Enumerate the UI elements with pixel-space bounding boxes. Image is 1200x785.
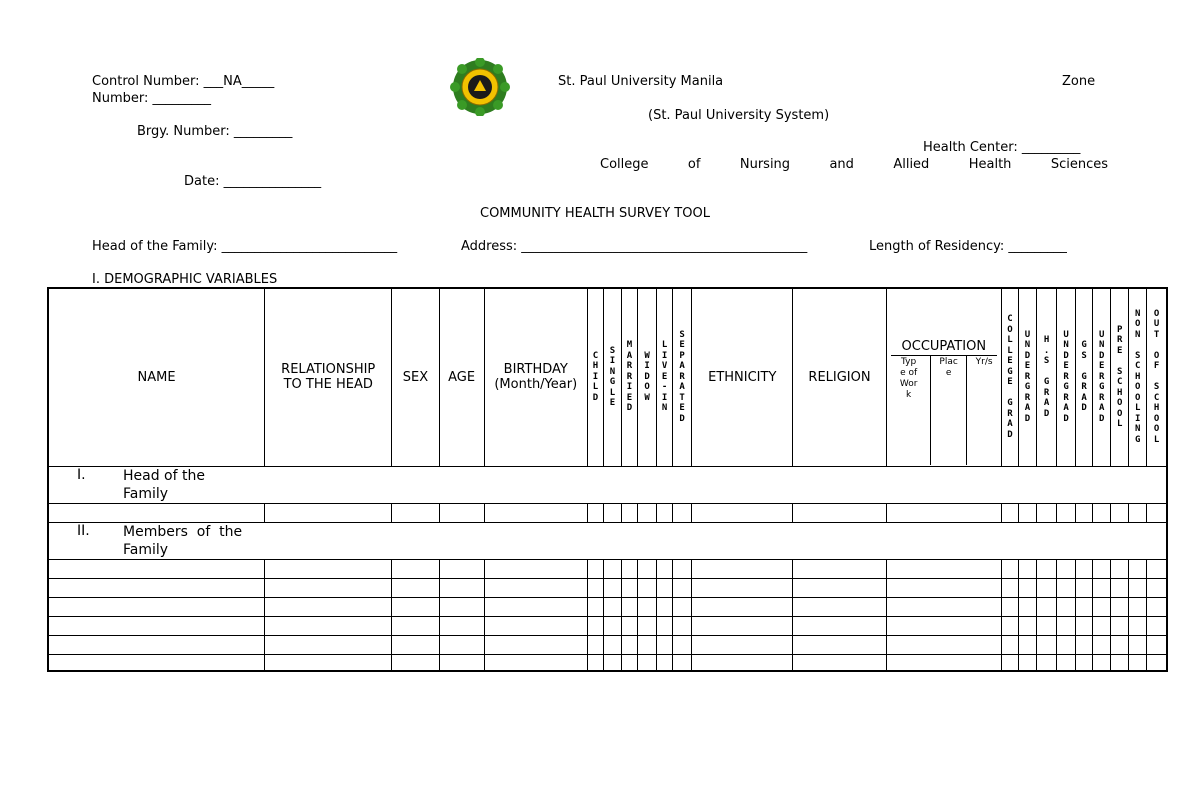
table-cell[interactable] <box>1111 616 1129 635</box>
occupation-title: OCCUPATION <box>901 339 987 354</box>
table-cell[interactable] <box>1093 635 1111 654</box>
table-cell[interactable] <box>793 616 886 635</box>
widow-label: W I D O W <box>644 350 650 403</box>
table-cell[interactable] <box>484 635 587 654</box>
table-cell[interactable] <box>621 616 637 635</box>
table-cell[interactable] <box>1037 616 1057 635</box>
table-cell[interactable] <box>392 559 439 578</box>
table-cell[interactable] <box>1018 578 1036 597</box>
col-header-religion: RELIGION <box>793 288 886 466</box>
table-cell[interactable] <box>886 578 1001 597</box>
table-cell[interactable] <box>484 559 587 578</box>
table-cell[interactable] <box>1129 597 1147 616</box>
table-cell[interactable] <box>793 559 886 578</box>
head-of-family-field: Head of the Family: ___________________________ <box>92 239 398 254</box>
table-cell[interactable] <box>484 597 587 616</box>
table-cell[interactable] <box>1001 578 1018 597</box>
table-cell[interactable] <box>657 616 673 635</box>
undergrad-label: U N D E R G R A D <box>1063 329 1069 424</box>
table-cell[interactable] <box>439 503 484 522</box>
table-cell[interactable] <box>1129 654 1147 671</box>
table-cell[interactable] <box>692 654 793 671</box>
table-cell[interactable] <box>439 597 484 616</box>
table-cell[interactable] <box>673 654 692 671</box>
table-row[interactable] <box>48 559 1167 578</box>
col-header-hs-grad <box>1037 288 1057 466</box>
table-cell[interactable] <box>48 616 265 635</box>
table-cell[interactable] <box>603 635 621 654</box>
table-cell[interactable] <box>1037 578 1057 597</box>
table-cell[interactable] <box>1018 616 1036 635</box>
length-of-residency-field: Length of Residency: _________ <box>869 239 1067 254</box>
table-cell[interactable] <box>1001 503 1018 522</box>
table-cell[interactable] <box>1093 559 1111 578</box>
table-cell[interactable] <box>673 616 692 635</box>
table-cell[interactable] <box>657 654 673 671</box>
table-cell[interactable] <box>1147 559 1167 578</box>
table-cell[interactable] <box>621 635 637 654</box>
header-row <box>48 288 1167 466</box>
table-cell[interactable] <box>621 503 637 522</box>
college-word: Nursing <box>739 157 791 172</box>
table-cell[interactable] <box>1129 559 1147 578</box>
col-header-occupation <box>886 288 1001 466</box>
table-cell[interactable] <box>692 503 793 522</box>
table-cell[interactable] <box>793 597 886 616</box>
table-cell[interactable] <box>48 654 265 671</box>
section-label-line-1: Members of the <box>123 523 243 540</box>
table-cell[interactable] <box>439 635 484 654</box>
col-header-widow <box>638 288 657 466</box>
out-of-school-label: O U T O F S C H O O L <box>1153 308 1160 445</box>
single-label: S I N G L E <box>609 345 616 408</box>
table-cell[interactable] <box>673 635 692 654</box>
table-cell[interactable] <box>692 597 793 616</box>
table-cell[interactable] <box>793 635 886 654</box>
table-cell[interactable] <box>886 559 1001 578</box>
table-cell[interactable] <box>1147 503 1167 522</box>
table-cell[interactable] <box>692 635 793 654</box>
table-cell[interactable] <box>1057 503 1076 522</box>
occupation-type-label: Typ e of Wor k <box>899 357 918 400</box>
separated-label: S E P A R A T E D <box>679 329 685 424</box>
university-name: St. Paul University Manila <box>558 74 724 89</box>
university-system: (St. Paul University System) <box>648 108 830 123</box>
table-cell[interactable] <box>603 616 621 635</box>
table-cell[interactable] <box>657 578 673 597</box>
table-cell[interactable] <box>48 635 265 654</box>
table-cell[interactable] <box>1057 559 1076 578</box>
table-cell[interactable] <box>638 597 657 616</box>
table-cell[interactable] <box>1037 654 1057 671</box>
table-cell[interactable] <box>1057 635 1076 654</box>
table-cell[interactable] <box>1076 635 1093 654</box>
table-cell[interactable] <box>1076 503 1093 522</box>
table-cell[interactable] <box>587 635 603 654</box>
table-cell[interactable] <box>265 578 392 597</box>
table-cell[interactable] <box>1076 654 1093 671</box>
college-grad-label: C O L L E G E G R A D <box>1007 314 1013 440</box>
table-cell[interactable] <box>439 578 484 597</box>
table-cell[interactable] <box>1018 597 1036 616</box>
table-cell[interactable] <box>484 616 587 635</box>
col-header-out-of-school <box>1147 288 1167 466</box>
section-label <box>123 467 205 503</box>
non-schooling-label: N O N S C H O O L I N G <box>1135 308 1141 445</box>
pre-school-label: P R E S C H O O L <box>1117 324 1123 429</box>
table-cell[interactable] <box>657 597 673 616</box>
section-title: I. DEMOGRAPHIC VARIABLES <box>92 272 278 287</box>
col-header-gs-grad <box>1076 288 1093 466</box>
college-word: of <box>687 157 701 172</box>
table-cell[interactable] <box>587 503 603 522</box>
date-field: Date: _______________ <box>184 174 322 189</box>
table-cell[interactable] <box>657 635 673 654</box>
occupation-divider <box>891 355 997 356</box>
section-head-of-family <box>48 466 1167 503</box>
table-cell[interactable] <box>638 616 657 635</box>
table-cell[interactable] <box>1076 559 1093 578</box>
table-cell[interactable] <box>1093 597 1111 616</box>
relationship-line-1: RELATIONSHIP <box>281 362 376 378</box>
section-row-members <box>48 522 1167 559</box>
table-cell[interactable] <box>657 559 673 578</box>
table-cell[interactable] <box>1129 635 1147 654</box>
section-row-head <box>48 466 1167 503</box>
table-cell[interactable] <box>265 635 392 654</box>
college-name <box>600 157 1108 172</box>
table-row[interactable] <box>48 654 1167 671</box>
birthday-line-1: BIRTHDAY <box>503 362 568 378</box>
table-cell[interactable] <box>1001 559 1018 578</box>
table-cell[interactable] <box>1037 597 1057 616</box>
table-cell[interactable] <box>793 503 886 522</box>
table-cell[interactable] <box>1057 616 1076 635</box>
table-cell[interactable] <box>1001 597 1018 616</box>
table-cell[interactable] <box>1111 635 1129 654</box>
survey-title: COMMUNITY HEALTH SURVEY TOOL <box>480 206 710 221</box>
number-field: Number: _________ <box>92 91 212 106</box>
table-cell[interactable] <box>886 597 1001 616</box>
table-cell[interactable] <box>48 578 265 597</box>
health-center: Health Center: _________ <box>923 140 1081 155</box>
table-cell[interactable] <box>1093 616 1111 635</box>
married-label: M A R R I E D <box>626 340 633 414</box>
section-number: I. <box>77 466 86 483</box>
table-cell[interactable] <box>1093 503 1111 522</box>
col-header-married <box>621 288 637 466</box>
occupation-col-divider <box>966 355 967 465</box>
table-cell[interactable] <box>439 559 484 578</box>
occupation-group <box>887 289 1001 465</box>
table-cell[interactable] <box>621 654 637 671</box>
table-cell[interactable] <box>886 654 1001 671</box>
col-header-undergrad-2 <box>1057 288 1076 466</box>
table-cell[interactable] <box>587 616 603 635</box>
table-cell[interactable] <box>621 559 637 578</box>
table-cell[interactable] <box>587 654 603 671</box>
table-cell[interactable] <box>1057 654 1076 671</box>
table-cell[interactable] <box>673 597 692 616</box>
table-cell[interactable] <box>886 635 1001 654</box>
table-cell[interactable] <box>1147 635 1167 654</box>
table-cell[interactable] <box>603 654 621 671</box>
table-cell[interactable] <box>638 578 657 597</box>
table-cell[interactable] <box>439 616 484 635</box>
col-header-birthday <box>484 288 587 466</box>
table-cell[interactable] <box>392 578 439 597</box>
table-cell[interactable] <box>793 654 886 671</box>
college-word: Sciences <box>1050 157 1108 172</box>
section-label <box>123 523 242 559</box>
table-cell[interactable] <box>265 559 392 578</box>
section-label-line-2: Family <box>123 541 169 558</box>
table-cell[interactable] <box>1147 578 1167 597</box>
section-label-line-1: Head of the <box>123 467 205 484</box>
table-cell[interactable] <box>392 635 439 654</box>
occupation-place-label: Plac e <box>939 357 958 378</box>
table-cell[interactable] <box>692 559 793 578</box>
table-cell[interactable] <box>392 654 439 671</box>
college-word: and <box>829 157 854 172</box>
table-cell[interactable] <box>484 503 587 522</box>
col-header-single <box>603 288 621 466</box>
section-number: II. <box>77 522 90 539</box>
col-header-non-schooling <box>1129 288 1147 466</box>
table-cell[interactable] <box>1147 654 1167 671</box>
occupation-years-label: Yr/s <box>975 357 993 367</box>
table-cell[interactable] <box>48 503 265 522</box>
table-cell[interactable] <box>603 597 621 616</box>
table-cell[interactable] <box>657 503 673 522</box>
college-word: College <box>600 157 649 172</box>
table-cell[interactable] <box>1037 559 1057 578</box>
table-cell[interactable] <box>1076 616 1093 635</box>
table-cell[interactable] <box>603 503 621 522</box>
college-word: Health <box>968 157 1012 172</box>
table-cell[interactable] <box>1001 635 1018 654</box>
undergrad-label: U N D E R G R A D <box>1098 329 1105 424</box>
table-cell[interactable] <box>1001 654 1018 671</box>
table-cell[interactable] <box>265 597 392 616</box>
table-cell[interactable] <box>1147 616 1167 635</box>
table-cell[interactable] <box>692 578 793 597</box>
table-cell[interactable] <box>673 578 692 597</box>
table-row[interactable] <box>48 503 1167 522</box>
col-header-child <box>587 288 603 466</box>
table-cell[interactable] <box>1129 503 1147 522</box>
col-header-pre-school <box>1111 288 1129 466</box>
table-cell[interactable] <box>484 578 587 597</box>
col-header-undergrad-1 <box>1018 288 1036 466</box>
table-cell[interactable] <box>484 654 587 671</box>
table-cell[interactable] <box>1076 597 1093 616</box>
table-cell[interactable] <box>1057 597 1076 616</box>
live-in-label: L I V E - I N <box>661 340 668 414</box>
gs-grad-label: G S G R A D <box>1081 340 1087 414</box>
col-header-ethnicity: ETHNICITY <box>692 288 793 466</box>
table-cell[interactable] <box>1037 635 1057 654</box>
table-cell[interactable] <box>603 578 621 597</box>
col-header-sex: SEX <box>392 288 439 466</box>
table-cell[interactable] <box>1111 578 1129 597</box>
brgy-number: Brgy. Number: _________ <box>137 124 293 139</box>
table-cell[interactable] <box>673 559 692 578</box>
table-cell[interactable] <box>1111 559 1129 578</box>
section-members-of-family <box>48 522 1167 559</box>
table-cell[interactable] <box>1018 635 1036 654</box>
zone-label: Zone <box>1062 74 1096 89</box>
hs-grad-label: H . S G R A D <box>1043 335 1050 419</box>
col-header-college-grad <box>1001 288 1018 466</box>
table-cell[interactable] <box>621 578 637 597</box>
table-cell[interactable] <box>886 503 1001 522</box>
col-header-name: NAME <box>48 288 265 466</box>
col-header-undergrad-3 <box>1093 288 1111 466</box>
table-cell[interactable] <box>1093 578 1111 597</box>
table-cell[interactable] <box>587 578 603 597</box>
university-seal-icon <box>450 58 510 116</box>
birthday-line-2: (Month/Year) <box>494 377 578 393</box>
table-cell[interactable] <box>621 597 637 616</box>
table-row[interactable] <box>48 616 1167 635</box>
col-header-age: AGE <box>439 288 484 466</box>
table-cell[interactable] <box>638 654 657 671</box>
table-cell[interactable] <box>1147 597 1167 616</box>
table-cell[interactable] <box>392 503 439 522</box>
table-row[interactable] <box>48 578 1167 597</box>
table-row[interactable] <box>48 635 1167 654</box>
table-cell[interactable] <box>1129 578 1147 597</box>
table-cell[interactable] <box>692 616 793 635</box>
table-cell[interactable] <box>1037 503 1057 522</box>
table-cell[interactable] <box>1001 616 1018 635</box>
col-header-relationship <box>265 288 392 466</box>
col-header-separated <box>673 288 692 466</box>
section-label-line-2: Family <box>123 485 169 502</box>
table-cell[interactable] <box>886 616 1001 635</box>
undergrad-label: U N D E R G R A D <box>1024 329 1031 424</box>
table-cell[interactable] <box>638 635 657 654</box>
table-cell[interactable] <box>793 578 886 597</box>
table-cell[interactable] <box>265 654 392 671</box>
table-cell[interactable] <box>1111 654 1129 671</box>
table-row[interactable] <box>48 597 1167 616</box>
table-cell[interactable] <box>1093 654 1111 671</box>
relationship-line-2: TO THE HEAD <box>283 377 373 393</box>
table-cell[interactable] <box>48 597 265 616</box>
table-cell[interactable] <box>1129 616 1147 635</box>
table-cell[interactable] <box>1111 597 1129 616</box>
table-cell[interactable] <box>265 503 392 522</box>
table-cell[interactable] <box>673 503 692 522</box>
control-number: Control Number: ___NA_____ <box>92 74 275 89</box>
table-cell[interactable] <box>1018 654 1036 671</box>
table-cell[interactable] <box>587 559 603 578</box>
table-cell[interactable] <box>1111 503 1129 522</box>
table-cell[interactable] <box>392 597 439 616</box>
table-cell[interactable] <box>392 616 439 635</box>
address-field: Address: ____________________________________________ <box>461 239 808 254</box>
table-cell[interactable] <box>48 559 265 578</box>
table-cell[interactable] <box>603 559 621 578</box>
table-cell[interactable] <box>265 616 392 635</box>
table-cell[interactable] <box>587 597 603 616</box>
table-cell[interactable] <box>638 559 657 578</box>
table-cell[interactable] <box>1018 559 1036 578</box>
table-cell[interactable] <box>1076 578 1093 597</box>
table-cell[interactable] <box>1057 578 1076 597</box>
table-cell[interactable] <box>439 654 484 671</box>
demographic-table <box>47 287 1168 672</box>
child-label: C H I L D <box>592 350 599 403</box>
col-header-live-in <box>657 288 673 466</box>
college-word: Allied <box>893 157 930 172</box>
table-cell[interactable] <box>1018 503 1036 522</box>
table-cell[interactable] <box>638 503 657 522</box>
